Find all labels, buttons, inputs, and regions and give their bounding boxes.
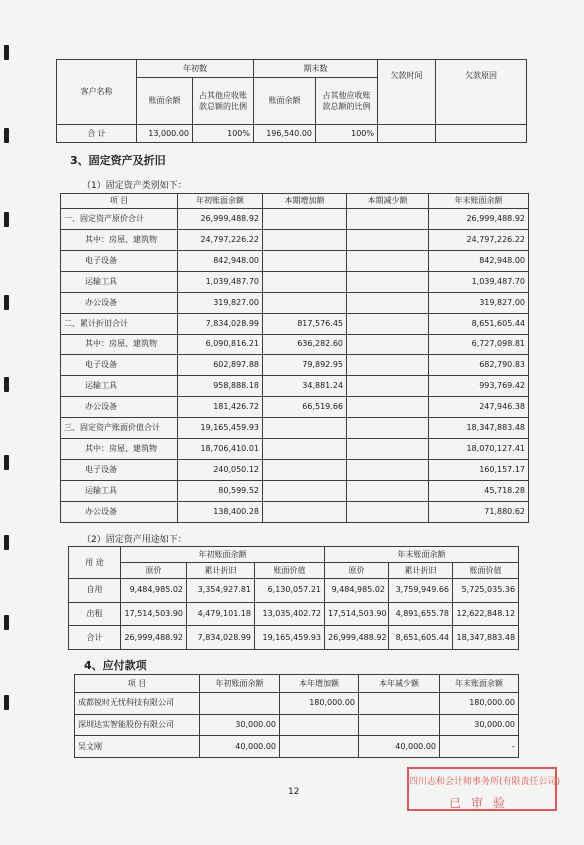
row-begin-value: 6,130,057.21 xyxy=(255,579,325,603)
row-decrease xyxy=(347,334,429,355)
row-item: 三、固定资产账面价值合计 xyxy=(61,418,178,439)
row-end: 247,946.38 xyxy=(429,397,529,418)
table-row xyxy=(61,376,529,397)
table-row xyxy=(69,579,519,603)
row-begin: 602,897.88 xyxy=(178,355,263,376)
row-end-original: 9,484,985.02 xyxy=(325,579,389,603)
row-increase xyxy=(263,480,347,501)
row-end: 319,827.00 xyxy=(429,292,529,313)
table-row xyxy=(61,355,529,376)
row-decrease xyxy=(347,376,429,397)
row-item: 运输工具 xyxy=(61,376,178,397)
col-end-accum: 累计折旧 xyxy=(389,563,453,579)
row-end: 30,000.00 xyxy=(440,714,519,736)
row-decrease xyxy=(347,313,429,334)
row-end-accum: 8,651,605.44 xyxy=(389,626,453,650)
col-ending-ratio: 占其他应收账款总额的比例 xyxy=(316,78,378,125)
section-subtitle: （1）固定资产类别如下： xyxy=(82,181,187,191)
col-ending: 期末数 xyxy=(254,60,378,78)
row-item: 成都锐时无忧科技有限公司 xyxy=(75,693,200,715)
row-decrease xyxy=(347,292,429,313)
stamp-firm-name: 四川志和会计师事务所(有限责任公司) xyxy=(409,777,561,787)
binder-mark xyxy=(4,45,9,60)
col-arrears-reason: 欠款原因 xyxy=(436,60,527,125)
row-begin: 40,000.00 xyxy=(200,736,280,758)
col-begin: 年初账面余额 xyxy=(178,194,263,209)
col-end: 年末账面余额 xyxy=(440,675,519,693)
col-item: 项 目 xyxy=(61,194,178,209)
section-subtitle: （2）固定资产用途如下： xyxy=(82,535,187,545)
row-begin-accum: 7,834,028.99 xyxy=(187,626,255,650)
binder-mark xyxy=(4,695,9,710)
row-increase xyxy=(280,714,359,736)
row-begin: 842,948.00 xyxy=(178,250,263,271)
table-row xyxy=(61,209,529,230)
row-end-accum: 3,759,949.66 xyxy=(389,579,453,603)
binder-mark xyxy=(4,377,9,392)
col-increase: 本年增加额 xyxy=(280,675,359,693)
row-end: 24,797,226.22 xyxy=(429,229,529,250)
col-usage: 用 途 xyxy=(69,547,121,579)
row-begin: 18,706,410.01 xyxy=(178,439,263,460)
row-decrease xyxy=(347,460,429,481)
row-item: 运输工具 xyxy=(61,271,178,292)
col-decrease: 本年减少额 xyxy=(359,675,440,693)
row-end: 71,880.62 xyxy=(429,501,529,522)
row-item: 二、累计折旧合计 xyxy=(61,313,178,334)
table-row xyxy=(75,693,519,715)
row-increase: 34,881.24 xyxy=(263,376,347,397)
row-increase xyxy=(263,501,347,522)
binder-mark xyxy=(4,535,9,550)
row-increase: 66,519.66 xyxy=(263,397,347,418)
row-decrease xyxy=(359,714,440,736)
audit-stamp xyxy=(407,767,561,811)
row-begin-accum: 3,354,927.81 xyxy=(187,579,255,603)
table-row xyxy=(57,125,527,143)
table-row xyxy=(61,292,529,313)
col-item: 项 目 xyxy=(75,675,200,693)
row-increase xyxy=(263,209,347,230)
row-item: 其中：房屋、建筑物 xyxy=(61,439,178,460)
row-increase: 817,576.45 xyxy=(263,313,347,334)
total-label: 合 计 xyxy=(57,125,137,143)
row-increase xyxy=(263,271,347,292)
row-begin-accum: 4,479,101.18 xyxy=(187,602,255,626)
table-row xyxy=(75,714,519,736)
table-row xyxy=(61,439,529,460)
row-item: 办公设备 xyxy=(61,397,178,418)
row-begin: 181,426.72 xyxy=(178,397,263,418)
col-end-original: 原价 xyxy=(325,563,389,579)
row-item: 运输工具 xyxy=(61,480,178,501)
table-row xyxy=(61,334,529,355)
row-decrease xyxy=(347,480,429,501)
col-begin-accum: 累计折旧 xyxy=(187,563,255,579)
row-increase xyxy=(263,439,347,460)
row-decrease xyxy=(347,229,429,250)
row-increase xyxy=(280,736,359,758)
col-ending-balance: 账面余额 xyxy=(254,78,316,125)
row-decrease xyxy=(347,397,429,418)
row-begin-value: 13,035,402.72 xyxy=(255,602,325,626)
row-increase xyxy=(263,460,347,481)
row-decrease xyxy=(347,209,429,230)
section-title: 4、应付款项 xyxy=(84,659,147,672)
row-usage: 自用 xyxy=(69,579,121,603)
col-decrease: 本期减少额 xyxy=(347,194,429,209)
col-begin: 年初账面余额 xyxy=(200,675,280,693)
total-reason xyxy=(436,125,527,143)
other-receivables-table xyxy=(56,59,527,143)
table-row xyxy=(61,397,529,418)
row-begin: 138,400.28 xyxy=(178,501,263,522)
row-increase xyxy=(263,418,347,439)
row-item: 办公设备 xyxy=(61,501,178,522)
table-row xyxy=(61,229,529,250)
table-row xyxy=(69,626,519,650)
total-beginning-balance: 13,000.00 xyxy=(137,125,193,143)
row-end: 26,999,488.92 xyxy=(429,209,529,230)
stamp-verified-text: 已审验 xyxy=(448,796,515,810)
col-beginning: 年初数 xyxy=(137,60,254,78)
table-row xyxy=(61,418,529,439)
payables-table xyxy=(74,674,519,758)
fixed-assets-usage-table xyxy=(68,546,519,650)
table-row xyxy=(69,602,519,626)
row-end: 6,727,098.81 xyxy=(429,334,529,355)
row-item: 吴文刚 xyxy=(75,736,200,758)
col-end-value: 账面价值 xyxy=(453,563,519,579)
row-begin: 30,000.00 xyxy=(200,714,280,736)
row-item: 一、固定资产原价合计 xyxy=(61,209,178,230)
row-item: 其中：房屋、建筑物 xyxy=(61,229,178,250)
table-row xyxy=(61,313,529,334)
table-row xyxy=(61,480,529,501)
row-end-accum: 4,891,655.78 xyxy=(389,602,453,626)
table-row xyxy=(61,501,529,522)
row-end: 682,790.83 xyxy=(429,355,529,376)
row-increase: 180,000.00 xyxy=(280,693,359,715)
row-end: 18,347,883.48 xyxy=(429,418,529,439)
row-end-original: 17,514,503.90 xyxy=(325,602,389,626)
col-begin-original: 原价 xyxy=(121,563,187,579)
total-time xyxy=(378,125,436,143)
row-begin: 7,834,028.99 xyxy=(178,313,263,334)
row-usage: 合计 xyxy=(69,626,121,650)
total-beginning-ratio: 100% xyxy=(193,125,254,143)
binder-mark xyxy=(4,295,9,310)
binder-mark xyxy=(4,615,9,630)
row-end: 18,070,127.41 xyxy=(429,439,529,460)
row-usage: 出租 xyxy=(69,602,121,626)
col-beginning-ratio: 占其他应收账款总额的比例 xyxy=(193,78,254,125)
row-increase: 636,282.60 xyxy=(263,334,347,355)
col-begin-value: 账面价值 xyxy=(255,563,325,579)
fixed-assets-table xyxy=(60,193,529,523)
binder-mark xyxy=(4,128,9,143)
row-item: 办公设备 xyxy=(61,292,178,313)
row-end: 993,769.42 xyxy=(429,376,529,397)
row-begin: 26,999,488.92 xyxy=(178,209,263,230)
row-begin xyxy=(200,693,280,715)
table-row xyxy=(61,460,529,481)
row-increase: 79,892.95 xyxy=(263,355,347,376)
table-row xyxy=(75,736,519,758)
binder-mark xyxy=(4,455,9,470)
row-decrease: 40,000.00 xyxy=(359,736,440,758)
row-item: 电子设备 xyxy=(61,355,178,376)
col-increase: 本期增加额 xyxy=(263,194,347,209)
row-end: 180,000.00 xyxy=(440,693,519,715)
row-begin: 19,165,459.93 xyxy=(178,418,263,439)
row-increase xyxy=(263,250,347,271)
table-row xyxy=(61,250,529,271)
row-end: 1,039,487.70 xyxy=(429,271,529,292)
row-end-value: 18,347,883.48 xyxy=(453,626,519,650)
row-decrease xyxy=(359,693,440,715)
row-begin-value: 19,165,459.93 xyxy=(255,626,325,650)
row-item: 电子设备 xyxy=(61,460,178,481)
row-item: 深圳达实智能股份有限公司 xyxy=(75,714,200,736)
row-end: - xyxy=(440,736,519,758)
row-item: 电子设备 xyxy=(61,250,178,271)
row-begin-original: 9,484,985.02 xyxy=(121,579,187,603)
row-end: 160,157.17 xyxy=(429,460,529,481)
row-begin-original: 26,999,488.92 xyxy=(121,626,187,650)
row-end: 842,948.00 xyxy=(429,250,529,271)
row-decrease xyxy=(347,271,429,292)
row-end: 45,718.28 xyxy=(429,480,529,501)
row-begin: 240,050.12 xyxy=(178,460,263,481)
row-begin: 319,827.00 xyxy=(178,292,263,313)
row-decrease xyxy=(347,355,429,376)
row-begin: 80,599.52 xyxy=(178,480,263,501)
row-begin: 1,039,487.70 xyxy=(178,271,263,292)
total-ending-balance: 196,540.00 xyxy=(254,125,316,143)
row-begin: 958,888.18 xyxy=(178,376,263,397)
table-row xyxy=(61,271,529,292)
col-end-group: 年末账面余额 xyxy=(325,547,519,563)
section-title: 3、固定资产及折旧 xyxy=(70,154,166,167)
page-number: 12 xyxy=(288,787,300,797)
row-decrease xyxy=(347,501,429,522)
row-end-original: 26,999,488.92 xyxy=(325,626,389,650)
row-increase xyxy=(263,292,347,313)
row-end: 8,651,605.44 xyxy=(429,313,529,334)
row-end-value: 12,622,848.12 xyxy=(453,602,519,626)
row-item: 其中：房屋、建筑物 xyxy=(61,334,178,355)
col-beginning-balance: 账面余额 xyxy=(137,78,193,125)
col-arrears-time: 欠款时间 xyxy=(378,60,436,125)
binder-mark xyxy=(4,212,9,227)
total-ending-ratio: 100% xyxy=(316,125,378,143)
row-decrease xyxy=(347,439,429,460)
row-end-value: 5,725,035.36 xyxy=(453,579,519,603)
row-increase xyxy=(263,229,347,250)
row-begin: 6,090,816.21 xyxy=(178,334,263,355)
row-begin: 24,797,226.22 xyxy=(178,229,263,250)
col-end: 年末账面余额 xyxy=(429,194,529,209)
col-begin-group: 年初账面余额 xyxy=(121,547,325,563)
row-decrease xyxy=(347,250,429,271)
row-begin-original: 17,514,503.90 xyxy=(121,602,187,626)
col-customer-name: 客户名称 xyxy=(57,60,137,125)
row-decrease xyxy=(347,418,429,439)
